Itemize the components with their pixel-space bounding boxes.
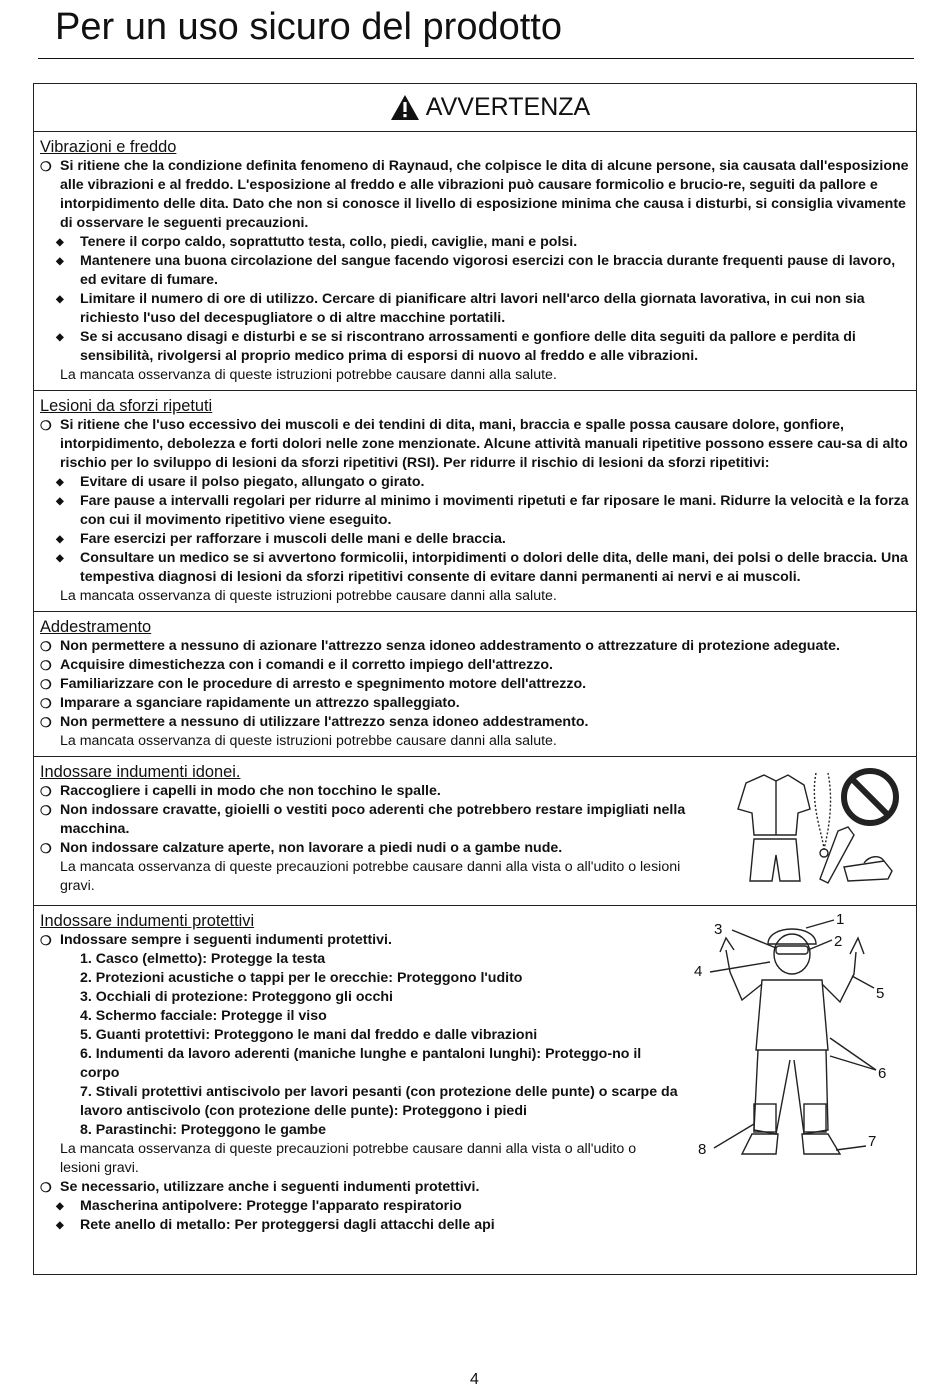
section-title: Indossare indumenti idonei. bbox=[40, 763, 241, 781]
title-divider bbox=[38, 58, 914, 59]
warning-header bbox=[34, 84, 916, 132]
sub-item-text: Mantenere una buona circolazione del sangue facendo vigorosi esercizi con le braccia durante frequenti pause di lavoro, ed evitare di fumare. bbox=[80, 253, 896, 288]
item-text: Se necessario, utilizzare anche i seguenti indumenti protettivi. bbox=[60, 1179, 480, 1195]
item-text: Acquisire dimestichezza con i comandi e il corretto impiego dell'attrezzo. bbox=[60, 657, 553, 673]
section-note: La mancata osservanza di queste istruzioni potrebbe causare danni alla salute. bbox=[60, 733, 557, 749]
item-text: Non permettere a nessuno di azionare l'attrezzo senza idoneo addestramento o attrezzature di protezione adeguate. bbox=[60, 638, 840, 654]
diamond-bullet-icon: ◆ bbox=[56, 496, 64, 507]
figure-label: 4 bbox=[694, 963, 703, 980]
section-rsi bbox=[34, 391, 916, 612]
diamond-bullet-icon: ◆ bbox=[56, 553, 64, 564]
figure-label: 1 bbox=[836, 911, 845, 928]
bullet-circle-icon: ❍ bbox=[40, 418, 52, 433]
warning-triangle-icon bbox=[390, 94, 420, 121]
figure-label: 3 bbox=[714, 921, 723, 938]
section-note: La mancata osservanza di queste precauzioni potrebbe causare danni alla vista o all'udito o lesioni gravi. bbox=[60, 859, 681, 894]
bullet-circle-icon: ❍ bbox=[40, 784, 52, 799]
diamond-bullet-icon: ◆ bbox=[56, 534, 64, 545]
numbered-item: 4. Schermo facciale: Protegge il viso bbox=[80, 1008, 327, 1024]
list-item bbox=[40, 656, 910, 675]
diamond-bullet-icon: ◆ bbox=[56, 332, 64, 343]
section-note: La mancata osservanza di queste istruzioni potrebbe causare danni alla salute. bbox=[60, 588, 557, 604]
sub-item-text: Rete anello di metallo: Per proteggersi dagli attacchi delle api bbox=[80, 1217, 495, 1233]
figure-label: 2 bbox=[834, 933, 843, 950]
bullet-circle-icon: ❍ bbox=[40, 803, 52, 818]
sub-item-text: Mascherina antipolvere: Protegge l'apparato respiratorio bbox=[80, 1198, 462, 1214]
sub-item bbox=[40, 530, 910, 549]
list-item bbox=[40, 839, 695, 858]
list-item bbox=[40, 782, 695, 801]
warning-box bbox=[33, 83, 917, 1275]
figure-label: 8 bbox=[698, 1141, 707, 1158]
page-title: Per un uso sicuro del prodotto bbox=[55, 6, 562, 48]
sub-item-text: Evitare di usare il polso piegato, allungato o girato. bbox=[80, 474, 425, 490]
protective-gear-figure bbox=[680, 910, 910, 1190]
item-text: Si ritiene che l'uso eccessivo dei muscoli e dei tendini di dita, mani, braccia e spalle possa causare dolore, gonfiore, intorpidimento, debolezza e forti dolori nelle zone menzionate. Alcune attività manuali ripetitive possono essere cau-sa di alto rischio per lo sviluppo di lesioni da sforzi ripetitivi (RSI). Per ridurre il rischio di lesioni da sforzi ripetitivi: bbox=[60, 417, 908, 471]
sub-item bbox=[40, 290, 910, 328]
page-number: 4 bbox=[470, 1371, 479, 1388]
section-protective bbox=[34, 906, 916, 1264]
sub-item-text: Consultare un medico se si avvertono formicolii, intorpidimenti o dolori delle dita, delle mani, dei polsi o delle braccia. Una tempestiva diagnosi di lesioni da sforzi ripetitivi consente di evitare danni permanenti ai nervi e ai muscoli. bbox=[80, 550, 908, 585]
section-clothing bbox=[34, 757, 916, 906]
section-vibrations bbox=[34, 132, 916, 391]
bullet-circle-icon: ❍ bbox=[40, 1180, 52, 1195]
section-note: La mancata osservanza di queste precauzioni potrebbe causare danni alla vista o all'udito o lesioni gravi. bbox=[60, 1141, 637, 1176]
numbered-item: 7. Stivali protettivi antiscivolo per lavori pesanti (con protezione delle punte) o scarpe da lavoro antiscivolo (con protezione delle punte): Proteggono i piedi bbox=[80, 1084, 678, 1119]
section-title: Vibrazioni e freddo bbox=[40, 138, 177, 156]
section-note: La mancata osservanza di queste istruzioni potrebbe causare danni alla salute. bbox=[60, 367, 557, 383]
list-item bbox=[40, 801, 695, 839]
list-item bbox=[40, 637, 910, 656]
figure-label: 7 bbox=[868, 1133, 877, 1150]
list-item bbox=[40, 157, 910, 233]
figure-label: 5 bbox=[876, 985, 885, 1002]
item-text: Familiarizzare con le procedure di arresto e spegnimento motore dell'attrezzo. bbox=[60, 676, 587, 692]
sub-item-text: Limitare il numero di ore di utilizzo. Cercare di pianificare altri lavori nell'arco della giornata lavorativa, in cui non sia richiesto l'uso del decespugliatore o di altre macchine portatili. bbox=[80, 291, 865, 326]
numbered-item: 1. Casco (elmetto): Protegge la testa bbox=[80, 951, 326, 967]
diamond-bullet-icon: ◆ bbox=[56, 294, 64, 305]
section-title: Addestramento bbox=[40, 618, 152, 636]
bullet-circle-icon: ❍ bbox=[40, 841, 52, 856]
sub-item bbox=[40, 233, 910, 252]
sub-item bbox=[40, 252, 910, 290]
sub-item bbox=[40, 1216, 910, 1235]
figure-label: 6 bbox=[878, 1065, 887, 1082]
diamond-bullet-icon: ◆ bbox=[56, 237, 64, 248]
list-item bbox=[40, 713, 910, 732]
numbered-item: 8. Parastinchi: Proteggono le gambe bbox=[80, 1122, 326, 1138]
diamond-bullet-icon: ◆ bbox=[56, 1201, 64, 1212]
list-item bbox=[40, 416, 910, 473]
list-item bbox=[40, 675, 910, 694]
diamond-bullet-icon: ◆ bbox=[56, 477, 64, 488]
sub-item-text: Fare pause a intervalli regolari per ridurre al minimo i movimenti ripetuti e far riposare le mani. Ridurre la velocità e la forza con cui il movimento ripetitivo viene eseguito. bbox=[80, 493, 909, 528]
item-text: Non indossare calzature aperte, non lavorare a piedi nudi o a gambe nude. bbox=[60, 840, 563, 856]
diamond-bullet-icon: ◆ bbox=[56, 1220, 64, 1231]
numbered-item: 2. Protezioni acustiche o tappi per le orecchie: Proteggono l'udito bbox=[80, 970, 523, 986]
diamond-bullet-icon: ◆ bbox=[56, 256, 64, 267]
sub-item bbox=[40, 549, 910, 587]
list-item bbox=[40, 931, 680, 950]
bullet-circle-icon: ❍ bbox=[40, 933, 52, 948]
sub-item bbox=[40, 1197, 910, 1216]
bullet-circle-icon: ❍ bbox=[40, 715, 52, 730]
prohibited-clothing-illustration bbox=[724, 763, 904, 893]
sub-item bbox=[40, 328, 910, 366]
item-text: Imparare a sganciare rapidamente un attrezzo spalleggiato. bbox=[60, 695, 460, 711]
bullet-circle-icon: ❍ bbox=[40, 696, 52, 711]
sub-item-text: Fare esercizi per rafforzare i muscoli delle mani e delle braccia. bbox=[80, 531, 506, 547]
section-title: Indossare indumenti protettivi bbox=[40, 912, 255, 930]
bullet-circle-icon: ❍ bbox=[40, 658, 52, 673]
item-text: Non indossare cravatte, gioielli o vestiti poco aderenti che potrebbero restare impigliati nella macchina. bbox=[60, 802, 686, 837]
list-item bbox=[40, 694, 910, 713]
section-training bbox=[34, 612, 916, 757]
sub-item bbox=[40, 473, 910, 492]
item-text: Si ritiene che la condizione definita fenomeno di Raynaud, che colpisce le dita di alcune persone, sia causata dall'esposizione alle vibrazioni e al freddo. L'esposizione al freddo e alle vibrazioni può causare formicolio e brucio-re, seguiti da pallore e intorpidimento delle dita. Dato che non si conosce il livello di esposizione minima che causa i disturbi, si consiglia vivamente di osservare le seguenti precauzioni. bbox=[60, 158, 909, 231]
section-title: Lesioni da sforzi ripetuti bbox=[40, 397, 213, 415]
numbered-item: 5. Guanti protettivi: Proteggono le mani dal freddo e dalle vibrazioni bbox=[80, 1027, 538, 1043]
sub-item-text: Tenere il corpo caldo, soprattutto testa, collo, piedi, caviglie, mani e polsi. bbox=[80, 234, 578, 250]
clothing-text bbox=[40, 762, 695, 896]
protective-text bbox=[40, 911, 680, 1178]
sub-item-text: Se si accusano disagi e disturbi e se si riscontrano arrossamenti e gonfiore delle dita seguiti da pallore e perdita di sensibilità, rivolgersi al proprio medico prima di esporsi di nuovo al freddo e alle vibrazioni. bbox=[80, 329, 856, 364]
item-text: Non permettere a nessuno di utilizzare l'attrezzo senza idoneo addestramento. bbox=[60, 714, 589, 730]
bullet-circle-icon: ❍ bbox=[40, 639, 52, 654]
bullet-circle-icon: ❍ bbox=[40, 677, 52, 692]
numbered-item: 6. Indumenti da lavoro aderenti (maniche lunghe e pantaloni lunghi): Proteggo-no il corpo bbox=[80, 1046, 642, 1081]
warning-heading: AVVERTENZA bbox=[425, 93, 591, 121]
numbered-item: 3. Occhiali di protezione: Proteggono gli occhi bbox=[80, 989, 393, 1005]
sub-item bbox=[40, 492, 910, 530]
bullet-circle-icon: ❍ bbox=[40, 159, 52, 174]
item-text: Raccogliere i capelli in modo che non tocchino le spalle. bbox=[60, 783, 441, 799]
item-text: Indossare sempre i seguenti indumenti protettivi. bbox=[60, 932, 392, 948]
